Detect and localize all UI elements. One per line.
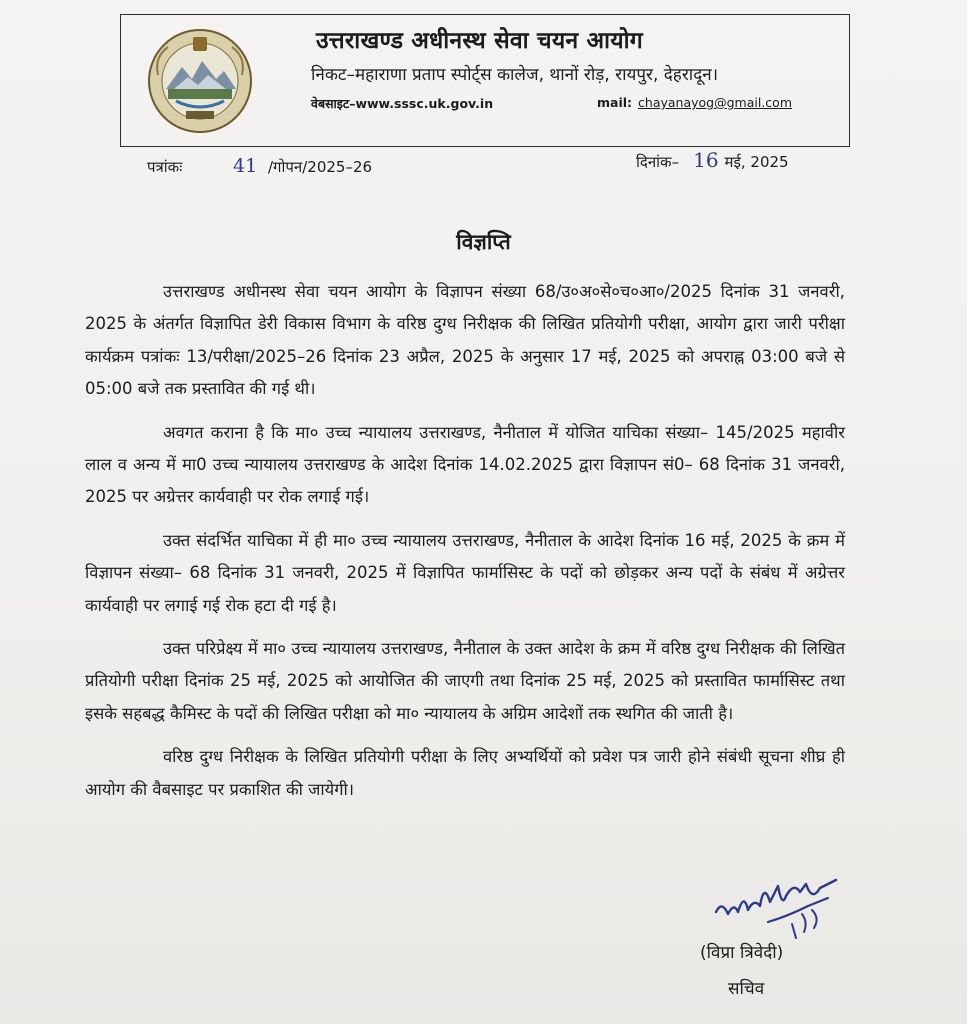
notice-paragraph: उक्त परिप्रेक्ष्य में मा० उच्च न्यायालय उत्तराखण्ड, नैनीताल के उक्त आदेश के क्रम में वरिष्ठ दुग्ध निरीक्षक की लिखित प्रतियोगी परीक्षा दिनांक 25 मई, 2025 को आयोजित की जाएगी तथा दिनांक 25 मई, 2025 को प्रस्तावित फार्मासिस्ट तथा इसके सहबद्ध कैमिस्ट के पदों की लिखित परीक्षा को मा० न्यायालय के अग्रिम आदेशों तक स्थगित की जाती है।: [85, 639, 845, 723]
reference-suffix: /गोपन/2025–26: [268, 158, 373, 176]
reference-number-handwritten: 41: [233, 155, 258, 177]
organization-address: निकट–महाराणा प्रताप स्पोर्ट्स कालेज, थानों रोड़, रायपुर, देहरादून।: [311, 65, 719, 85]
reference-number: [147, 155, 372, 177]
notice-body: [85, 276, 845, 817]
reference-label: पत्रांकः: [147, 158, 183, 176]
signatory-designation: सचिव: [728, 979, 765, 999]
organization-website[interactable]: वेबसाइट–www.sssc.uk.gov.in: [311, 96, 494, 111]
notice-paragraph: उक्त संदर्भित याचिका में ही मा० उच्च न्यायालय उत्तराखण्ड, नैनीताल के आदेश दिनांक 16 मई, 2025 के क्रम में विज्ञापन संख्या– 68 दिनांक 31 जनवरी, 2025 में विज्ञापित फार्मासिस्ट के पदों को छोड़कर अन्य पदों के संबंध में अग्रेत्तर कार्यवाही पर लगाई गई रोक हटा दी गई है।: [85, 530, 845, 615]
handwritten-signature: [708, 862, 848, 952]
organization-name: उत्तराखण्ड अधीनस्थ सेवा चयन आयोग: [316, 28, 643, 54]
letterhead: [120, 14, 850, 147]
email-label: mail:: [597, 95, 633, 110]
notice-paragraph: उत्तराखण्ड अधीनस्थ सेवा चयन आयोग के विज्ञापन संख्या 68/उ०अ०से०च०आ०/2025 दिनांक 31 जनवरी, 2025 के अंतर्गत विज्ञापित डेरी विकास विभाग के वरिष्ठ दुग्ध निरीक्षक की लिखित प्रतियोगी परीक्षा, आयोग द्वारा जारी परीक्षा कार्यक्रम पत्रांकः 13/परीक्षा/2025–26 दिनांक 23 अप्रैल, 2025 के अनुसार 17 मई, 2025 को अपराह्न 03:00 बजे से 05:00 बजे तक प्रस्तावित की गई थी।: [85, 282, 845, 399]
email-address-link[interactable]: chayanayog@gmail.com: [638, 95, 792, 110]
state-emblem-icon: [146, 27, 254, 135]
organization-email: [597, 95, 792, 110]
notice-heading: विज्ञप्ति: [456, 230, 511, 254]
date-day-handwritten: 16: [693, 148, 719, 172]
date-label: दिनांक–: [636, 153, 680, 171]
notice-paragraph: वरिष्ठ दुग्ध निरीक्षक के लिखित प्रतियोगी परीक्षा के लिए अभ्यर्थियों को प्रवेश पत्र जारी होने संबंधी सूचना शीघ्र ही आयोग की वैबसाइट पर प्रकाशित की जायेगी।: [85, 747, 845, 799]
notice-paragraph: अवगत कराना है कि मा० उच्च न्यायालय उत्तराखण्ड, नैनीताल में योजित याचिका संख्या– 145/2025 महावीर लाल व अन्य में मा0 उच्च न्यायालय उत्तराखण्ड के आदेश दिनांक 14.02.2025 द्वारा विज्ञापन सं0– 68 दिनांक 31 जनवरी, 2025 पर अग्रेत्तर कार्यवाही पर रोक लगाई गई।: [85, 422, 845, 507]
signatory-name: (विप्रा त्रिवेदी): [700, 943, 784, 963]
date-month-year: मई, 2025: [724, 153, 789, 171]
issue-date: [636, 148, 789, 172]
